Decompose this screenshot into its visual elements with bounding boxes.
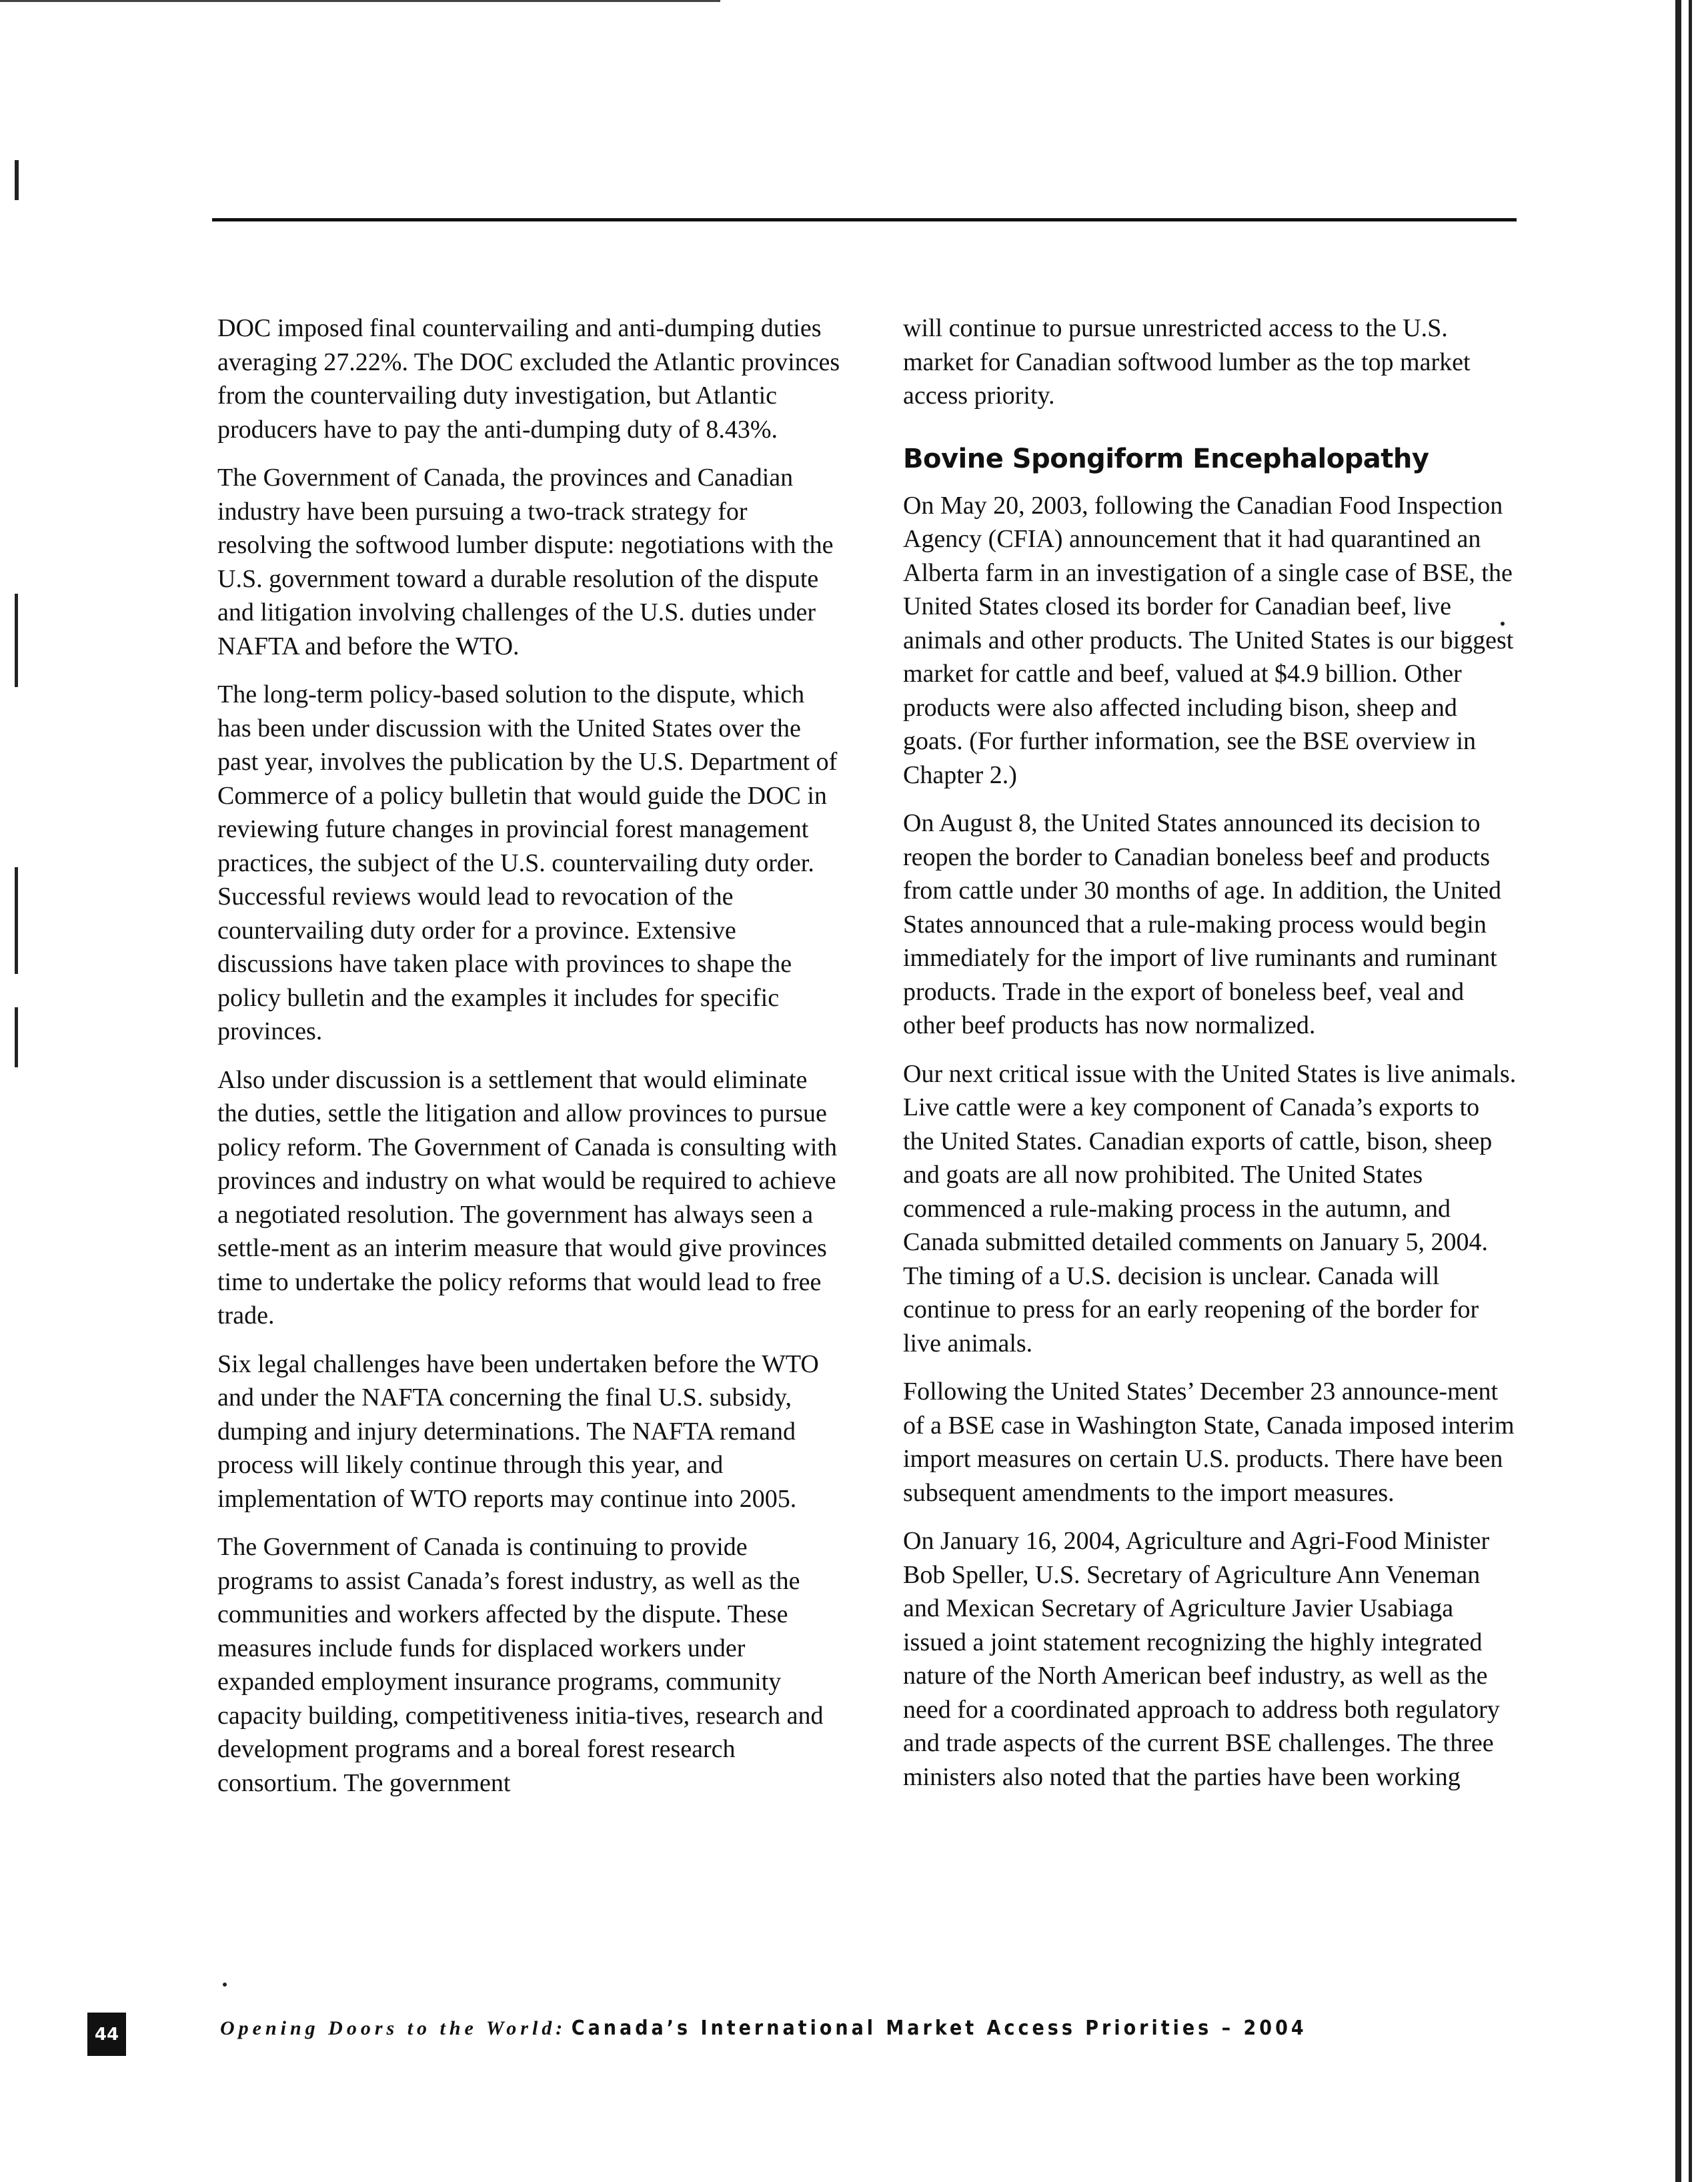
header-rule — [212, 218, 1517, 221]
paragraph: The Government of Canada, the provinces and Canadian industry have been pursuing a two-track strategy for resolving the softwood lumber dispute: negotiations with the U.S. government toward a durable resolution of the dispute and litigation involving challenges of the U.S. duties under NAFTA and before the WTO. — [217, 464, 834, 660]
footer-title-rest: Canada’s International Market Access Priorities – 2004 — [571, 2017, 1307, 2040]
running-footer — [220, 2015, 1487, 2042]
paragraph: Also under discussion is a settlement that would eliminate the duties, settle the litigation and allow provinces to pursue policy reform. The Government of Canada is consulting with provinces and industry on what would be required to achieve a negotiated resolution. The government has always seen a settle-ment as an interim measure that would give provinces time to undertake the policy reforms that would lead to free trade. — [217, 1065, 838, 1329]
paragraph: DOC imposed final countervailing and anti-dumping duties averaging 27.22%. The DOC excluded the Atlantic provinces from the countervailing duty investigation, but Atlantic producers have to pay the anti-dumping duty of 8.43%. — [217, 314, 840, 444]
left-margin-scan-mark — [15, 1007, 18, 1067]
paragraph: The Government of Canada is continuing to provide programs to assist Canada’s forest industry, as well as the communities and workers affected by the dispute. These measures include funds for displaced workers under expanded employment insurance programs, community capacity building, competitiveness initia-tives, research and development programs and a boreal forest research consortium. The government — [217, 1533, 824, 1797]
left-margin-scan-mark — [15, 594, 18, 687]
paragraph: Six legal challenges have been undertaken before the WTO and under the NAFTA concerning the final U.S. subsidy, dumping and injury determinations. The NAFTA remand process will likely continue through this year, and implementation of WTO reports may continue into 2005. — [217, 1349, 819, 1513]
paragraph: will continue to pursue unrestricted access to the U.S. market for Canadian softwood lumber as the top market access priority. — [903, 314, 1471, 410]
paragraph: Following the United States’ December 23 announce-ment of a BSE case in Washington State, Canada imposed interim import measures on certain U.S. products. There have been subsequent amendments to the import measures. — [903, 1378, 1515, 1507]
paragraph: On August 8, the United States announced its decision to reopen the border to Canadian boneless beef and products from cattle under 30 months of age. In addition, the United States announced that a rule-making process would begin immediately for the import of live ruminants and ruminant products. Trade in the export of boneless beef, veal and other beef products has now normalized. — [903, 809, 1501, 1039]
left-margin-scan-mark — [15, 160, 19, 200]
left-margin-scan-mark — [15, 867, 18, 974]
right-text-column — [903, 312, 1517, 1808]
scan-speck — [1501, 622, 1505, 626]
paragraph: Our next critical issue with the United States is live animals. Live cattle were a key component of Canada’s exports to the United States. Canadian exports of cattle, bison, sheep and goats are all now prohibited. The United States commenced a rule-making process in the autumn, and Canada submitted detailed comments on January 5, 2004. The timing of a U.S. decision is unclear. Canada will continue to press for an early reopening of the border for live animals. — [903, 1059, 1517, 1357]
paragraph: On May 20, 2003, following the Canadian Food Inspection Agency (CFIA) announcement that it had quarantined an Alberta farm in an investigation of a single case of BSE, the United States closed its border for Canadian beef, live animals and other products. The United States is our biggest market for cattle and beef, valued at $4.9 billion. Other products were also affected including bison, sheep and goats. (For further information, see the BSE overview in Chapter 2.) — [903, 491, 1514, 789]
paragraph: The long-term policy-based solution to the dispute, which has been under discussion with the United States over the past year, involves the publication by the U.S. Department of Commerce of a policy bulletin that would guide the DOC in reviewing future changes in provincial forest management practices, the subject of the U.S. countervailing duty order. Successful reviews would lead to revocation of the countervailing duty order for a province. Extensive discussions have taken place with provinces to shape the policy bulletin and the examples it includes for specific provinces. — [217, 680, 838, 1045]
footer-title-italic: Opening Doors to the World: — [220, 2017, 567, 2039]
page-number: 44 — [87, 2013, 126, 2056]
section-heading: Bovine Spongiform Encephalopathy — [903, 443, 1429, 474]
scan-speck — [223, 1983, 227, 1987]
right-margin-scan-mark — [1689, 0, 1692, 2182]
right-margin-scan-mark — [1675, 0, 1681, 2182]
left-text-column — [217, 312, 841, 1814]
paragraph: On January 16, 2004, Agriculture and Agri-Food Minister Bob Speller, U.S. Secretary of Agriculture Ann Veneman and Mexican Secretary of Agriculture Javier Usabiaga issued a joint statement recognizing the highly integrated nature of the North American beef industry, as well as the need for a coordinated approach to address both regulatory and trade aspects of the current BSE challenges. The three ministers also noted that the parties have been working — [903, 1527, 1500, 1791]
top-edge-rule — [0, 0, 720, 2]
